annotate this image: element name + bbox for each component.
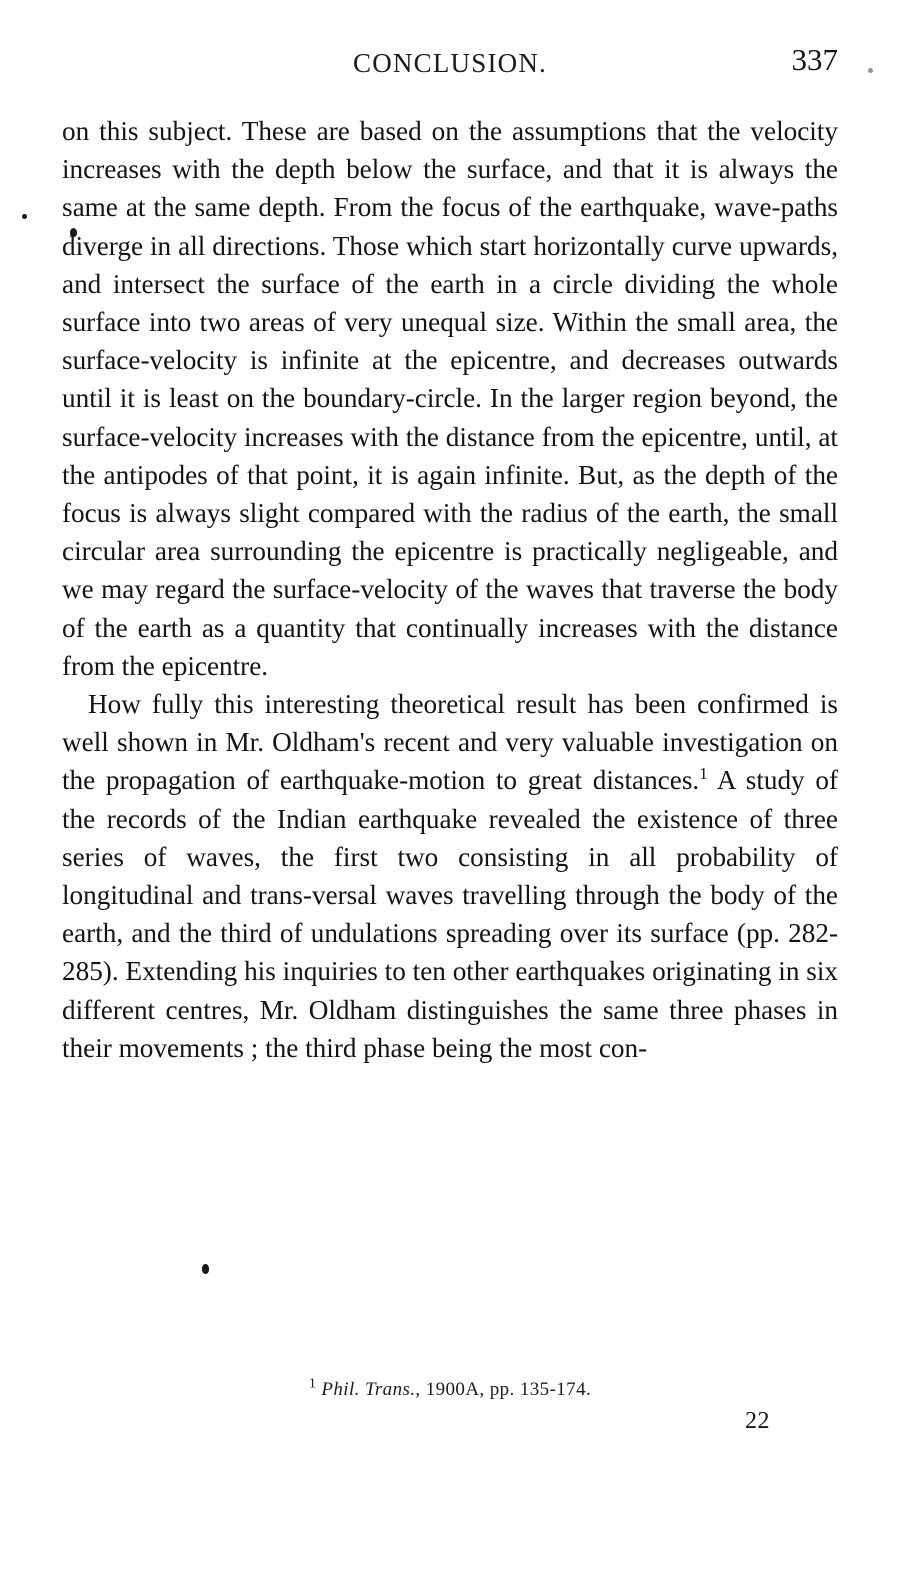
footnote-title: Phil. Trans., (321, 1379, 421, 1400)
footnote-area (62, 1378, 838, 1402)
footnote-mark: 1 (308, 1376, 317, 1392)
page-header (0, 42, 900, 92)
marginal-ink-dot (22, 214, 27, 219)
footnote-reference: 1 (699, 764, 708, 784)
page-number: 337 (791, 42, 838, 77)
signature-mark: 22 (745, 1408, 770, 1434)
paragraph-2-after-note: A study of the records of the Indian earthquake revealed the existence of three series of waves, the first two consisting in all probability of longitudinal and trans-versal waves travelling through the body of the earth, and the third of undulations spreading over its surface (pp. 282-285). Extending his inquiries to ten other earthquakes originating in six different centres, Mr. Oldham distinguishes the same three phases in their movements ; the third phase being the most con- (62, 765, 838, 1063)
footnote-line (62, 1378, 838, 1402)
paragraph-1: on this subject. These are based on the assumptions that the velocity increases with the depth below the surface, and that it is always the same at the same depth. From the focus of the earthquake, wave-paths diverge in all directions. Those which start horizontally curve upwards, and intersect the surface of the earth in a circle dividing the whole surface into two areas of very unequal size. Within the small area, the surface-velocity is infinite at the epicentre, and decreases outwards until it is least on the boundary-circle. In the larger region beyond, the surface-velocity increases with the distance from the epicentre, until, at the antipodes of that point, it is again infinite. But, as the depth of the focus is always slight compared with the radius of the earth, the small circular area surrounding the epicentre is practically negligeable, and we may regard the surface-velocity of the waves that traverse the body of the earth as a quantity that continually increases with the distance from the epicentre. (62, 116, 838, 681)
running-head: CONCLUSION. (353, 48, 547, 78)
paragraph-2-before-note: How fully this interesting theoretical result has been confirmed is well shown in Mr. Oldham's recent and very valuable investigation on the propagation of earthquake-motion to great distances. (62, 689, 838, 796)
paper-speck (868, 68, 873, 73)
paragraph-2 (62, 685, 838, 1067)
footnote-rest: 1900A, pp. 135-174. (420, 1379, 592, 1400)
body-text (62, 112, 838, 1067)
ink-blot-lower (202, 1264, 209, 1274)
